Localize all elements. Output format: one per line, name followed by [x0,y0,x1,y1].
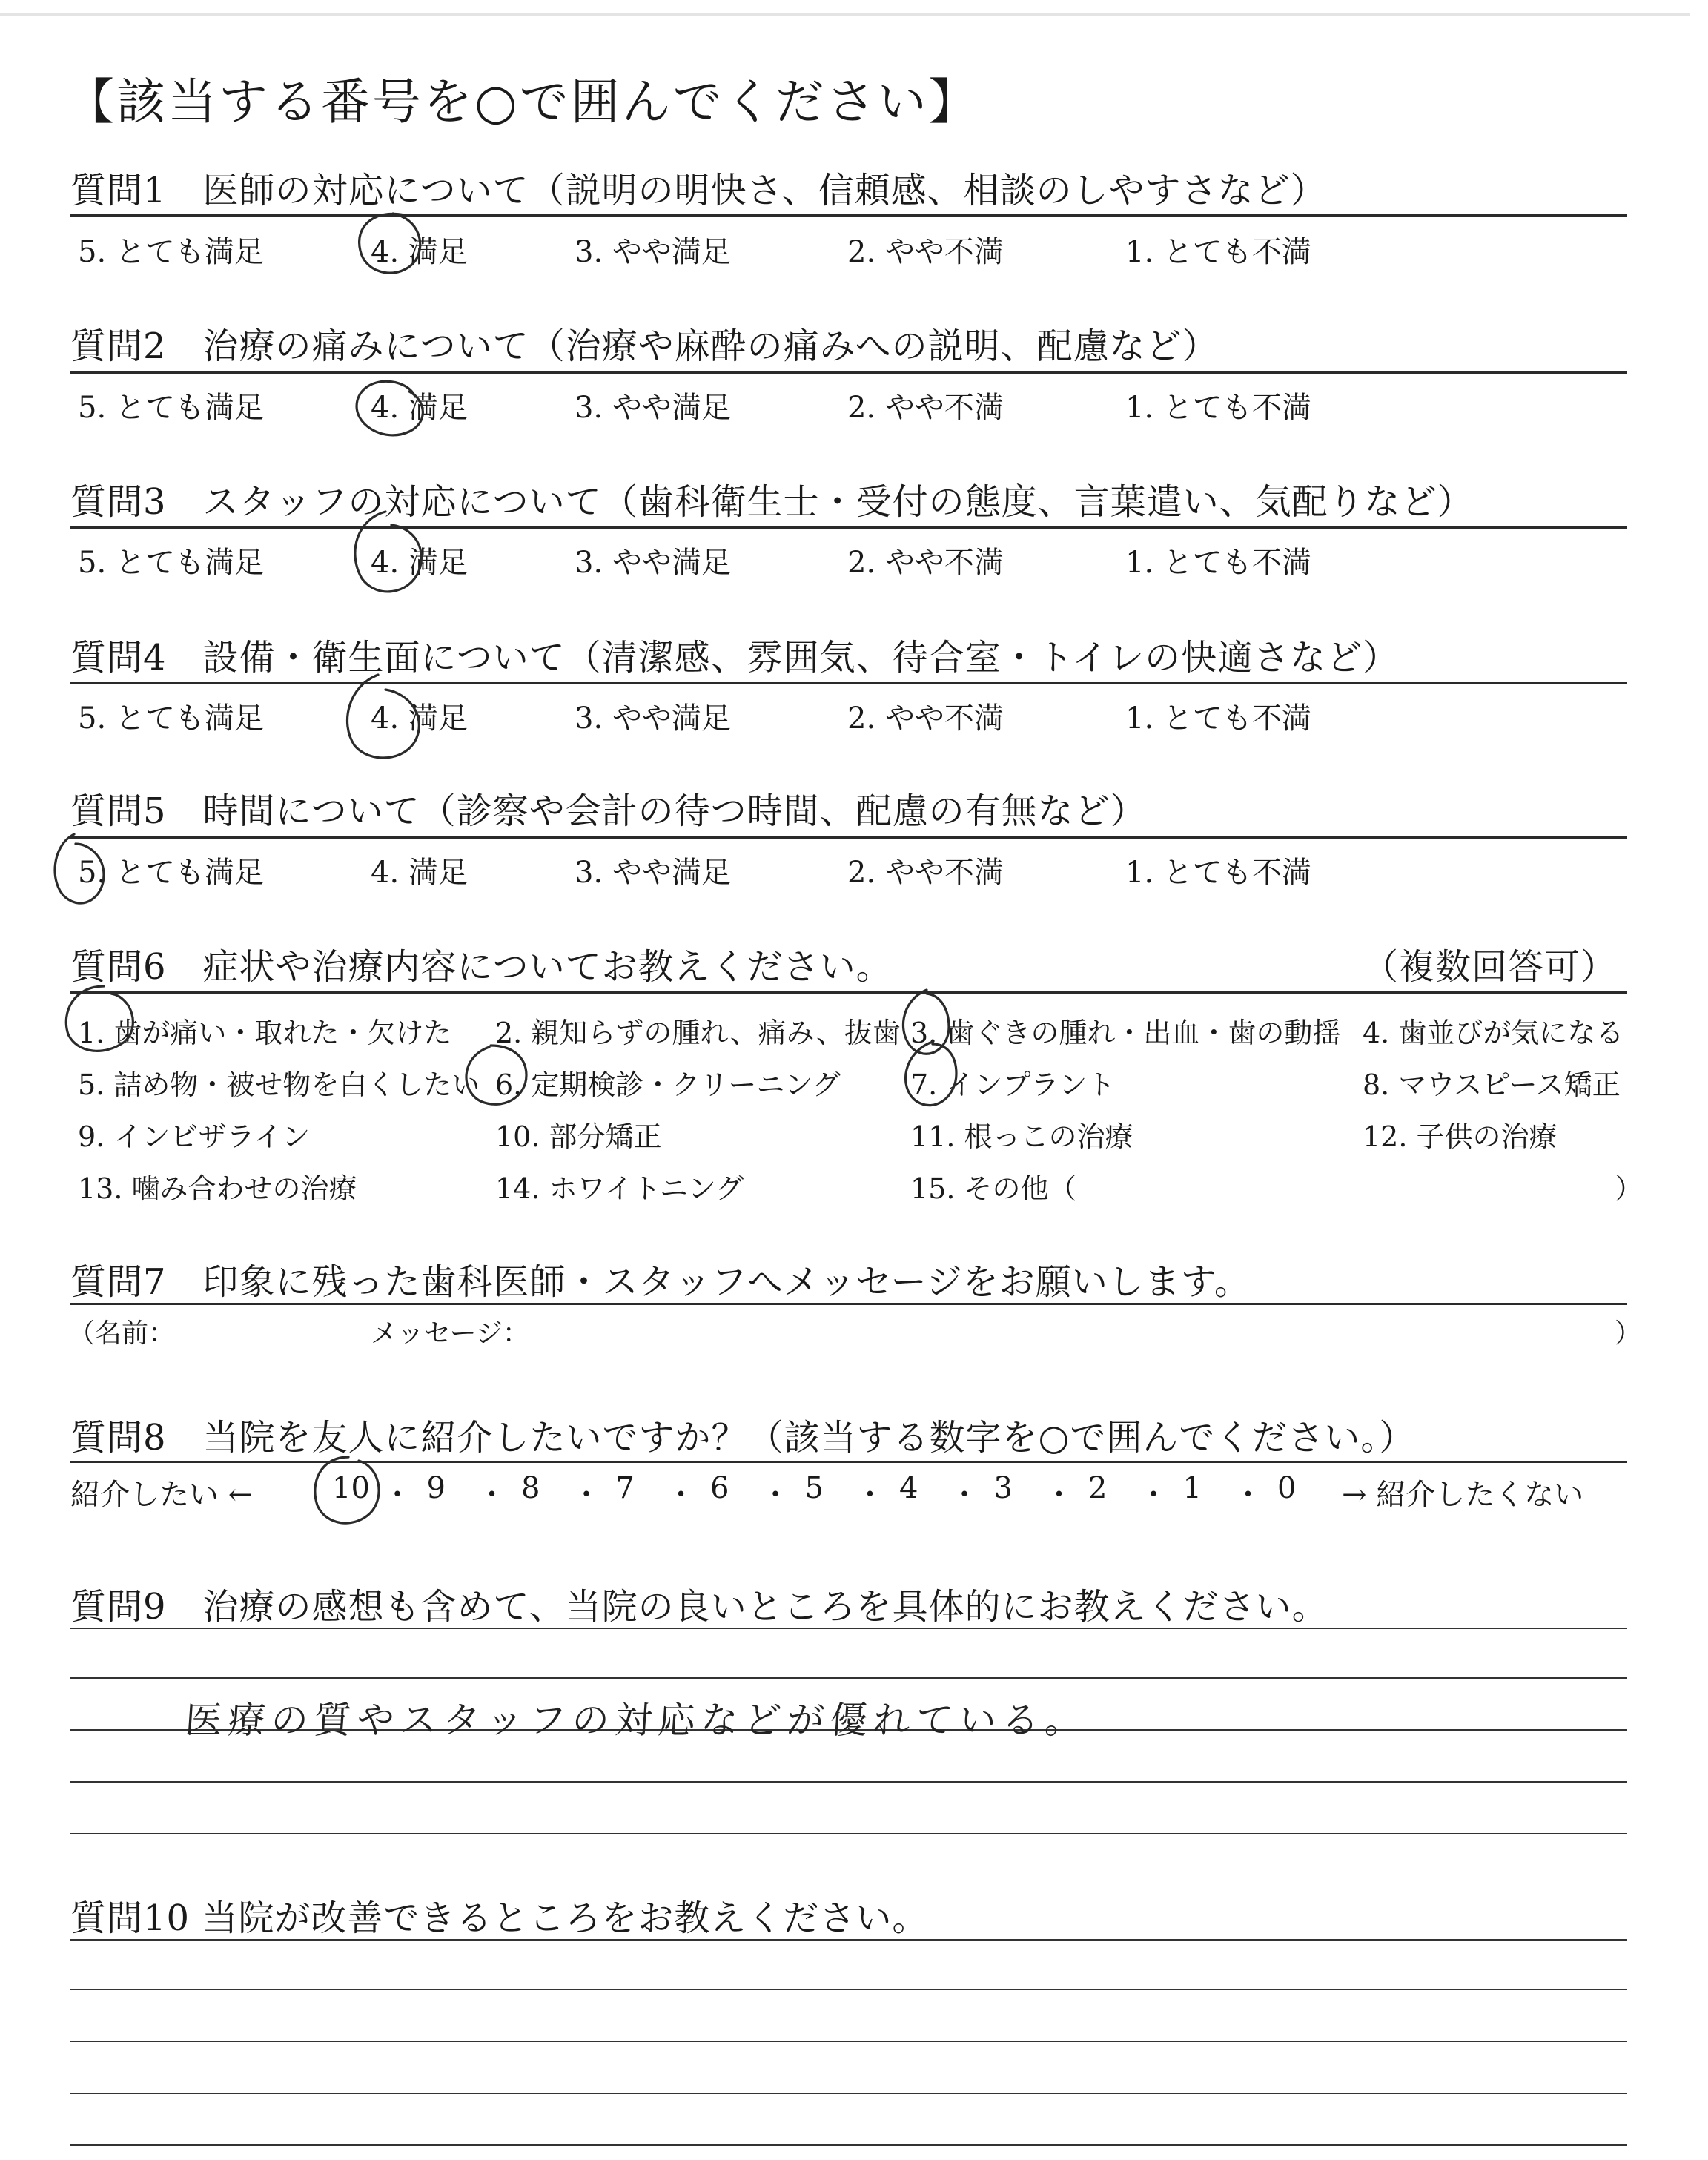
q10-line-3 [70,2041,1627,2042]
q6-option-12[interactable]: 12. 子供の治療 [1363,1120,1558,1153]
q3-title: 質問3 スタッフの対応について（歯科衛生士・受付の態度、言葉遣い、気配りなど） [70,481,1474,523]
q6-title: 質問6 症状や治療内容についてお教えください。 [70,946,893,988]
q9-title: 質問9 治療の感想も含めて、当院の良いところを具体的にお教えください。 [70,1586,1328,1628]
q8-scale-option-8[interactable]: 8 [521,1471,540,1505]
q8-scale-separator: ・ [1139,1478,1168,1512]
q7-name-label: （名前： [68,1318,176,1349]
q1-title: 質問1 医師の対応について（説明の明快さ、信頼感、相談のしやすさなど） [70,170,1327,211]
form-header: 【該当する番号を○で囲んでください】 [65,73,980,131]
q10-line-4 [70,2093,1627,2094]
q3-rule [70,526,1627,529]
q8-right-label: → 紹介したくない [1342,1478,1584,1512]
q6-option-15-close: ） [1615,1172,1644,1205]
q2-option-2[interactable]: 2. やや不満 [847,391,1004,425]
q8-scale-separator: ・ [572,1478,601,1512]
q8-scale-option-2[interactable]: 2 [1088,1471,1108,1505]
q5-option-4[interactable]: 4. 満足 [371,856,468,890]
q8-scale-separator: ・ [761,1478,790,1512]
q7-message-label: メッセージ： [371,1318,529,1349]
page-top-edge [0,13,1690,16]
q5-option-3[interactable]: 3. やや満足 [575,856,731,890]
q10-line-5 [70,2144,1627,2146]
q1-option-5[interactable]: 5. とても満足 [78,235,264,269]
q7-rule [70,1303,1627,1305]
q5-option-2[interactable]: 2. やや不満 [847,856,1004,890]
q6-option-14[interactable]: 14. ホワイトニング [495,1172,744,1205]
q2-option-1[interactable]: 1. とても不満 [1125,391,1311,425]
q6-option-2[interactable]: 2. 親知らずの腫れ、痛み、抜歯 [495,1017,901,1049]
q3-option-4[interactable]: 4. 満足 [371,546,468,580]
q4-option-5[interactable]: 5. とても満足 [78,701,264,736]
q10-line-1 [70,1939,1627,1941]
q6-option-15[interactable]: 15. その他（ [910,1172,1077,1205]
q4-option-2[interactable]: 2. やや不満 [847,701,1004,736]
q1-option-3[interactable]: 3. やや満足 [575,235,731,269]
q3-option-5[interactable]: 5. とても満足 [78,546,264,580]
q2-option-5[interactable]: 5. とても満足 [78,391,264,425]
q8-scale-option-6[interactable]: 6 [710,1471,729,1505]
q8-scale-separator: ・ [950,1478,979,1512]
q4-title: 質問4 設備・衛生面について（清潔感、雰囲気、待合室・トイレの快適さなど） [70,637,1400,678]
q3-option-2[interactable]: 2. やや不満 [847,546,1004,580]
q1-option-1[interactable]: 1. とても不満 [1125,235,1311,269]
q8-scale-option-5[interactable]: 5 [804,1471,824,1505]
q6-option-3[interactable]: 3. 歯ぐきの腫れ・出血・歯の動揺 [910,1017,1341,1049]
q8-scale-separator: ・ [477,1478,507,1512]
q8-scale-option-1[interactable]: 1 [1182,1471,1202,1505]
q8-scale-separator: ・ [383,1478,412,1512]
q8-scale-option-3[interactable]: 3 [993,1471,1013,1505]
q4-option-4[interactable]: 4. 満足 [371,701,468,736]
q10-line-2 [70,1989,1627,1990]
q7-title: 質問7 印象に残った歯科医師・スタッフへメッセージをお願いします。 [70,1261,1251,1303]
q2-title: 質問2 治療の痛みについて（治療や麻酔の痛みへの説明、配慮など） [70,326,1219,367]
q8-left-label: 紹介したい ← [70,1478,254,1512]
q6-option-5[interactable]: 5. 詰め物・被せ物を白くしたい [78,1069,480,1101]
q8-scale-separator: ・ [1233,1478,1263,1512]
q4-option-1[interactable]: 1. とても不満 [1125,701,1311,736]
q5-title: 質問5 時間について（診察や会計の待つ時間、配慮の有無など） [70,790,1147,832]
q9-line-2 [70,1677,1627,1679]
q9-line-4 [70,1781,1627,1783]
q10-title: 質問10 当院が改善できるところをお教えください。 [70,1898,929,1939]
q1-option-4[interactable]: 4. 満足 [371,235,468,269]
q8-scale-option-9[interactable]: 9 [426,1471,446,1505]
q6-note: （複数回答可） [1363,946,1618,988]
q7-close-paren: ） [1615,1318,1642,1349]
q5-option-1[interactable]: 1. とても不満 [1125,856,1311,890]
q2-option-4[interactable]: 4. 満足 [371,391,468,425]
q8-scale-option-4[interactable]: 4 [899,1471,918,1505]
q3-option-3[interactable]: 3. やや満足 [575,546,731,580]
q8-scale-option-0[interactable]: 0 [1277,1471,1297,1505]
q8-scale-separator: ・ [666,1478,696,1512]
q6-rule [70,991,1627,994]
q8-rule [70,1461,1627,1463]
q2-option-3[interactable]: 3. やや満足 [575,391,731,425]
q1-option-2[interactable]: 2. やや不満 [847,235,1004,269]
q6-option-9[interactable]: 9. インビザライン [78,1120,311,1153]
q1-rule [70,214,1627,217]
q9-line-5 [70,1833,1627,1834]
q8-scale-separator: ・ [855,1478,885,1512]
q2-rule [70,371,1627,374]
q5-rule [70,836,1627,839]
q8-scale-separator: ・ [1044,1478,1074,1512]
q8-scale-option-7[interactable]: 7 [615,1471,635,1505]
q8-title: 質問8 当院を友人に紹介したいですか？（該当する数字を○で囲んでください。） [70,1417,1416,1459]
q6-option-7[interactable]: 7. インプラント [910,1069,1116,1101]
q6-option-4[interactable]: 4. 歯並びが気になる [1363,1017,1624,1049]
q6-option-1[interactable]: 1. 歯が痛い・取れた・欠けた [78,1017,452,1049]
q6-option-13[interactable]: 13. 噛み合わせの治療 [78,1172,357,1205]
q6-option-10[interactable]: 10. 部分矯正 [495,1120,662,1153]
q9-handwritten-answer[interactable]: 医療の質やスタッフの対応などが優れている。 [183,1699,1090,1742]
q6-option-11[interactable]: 11. 根っこの治療 [910,1120,1133,1153]
q8-scale-option-10[interactable]: 10 [332,1471,370,1505]
q6-option-6[interactable]: 6. 定期検診・クリーニング [495,1069,841,1101]
q4-rule [70,682,1627,684]
q9-line-1 [70,1628,1627,1629]
q5-option-5[interactable]: 5. とても満足 [78,856,264,890]
q6-option-8[interactable]: 8. マウスピース矯正 [1363,1069,1621,1101]
q3-option-1[interactable]: 1. とても不満 [1125,546,1311,580]
q4-option-3[interactable]: 3. やや満足 [575,701,731,736]
